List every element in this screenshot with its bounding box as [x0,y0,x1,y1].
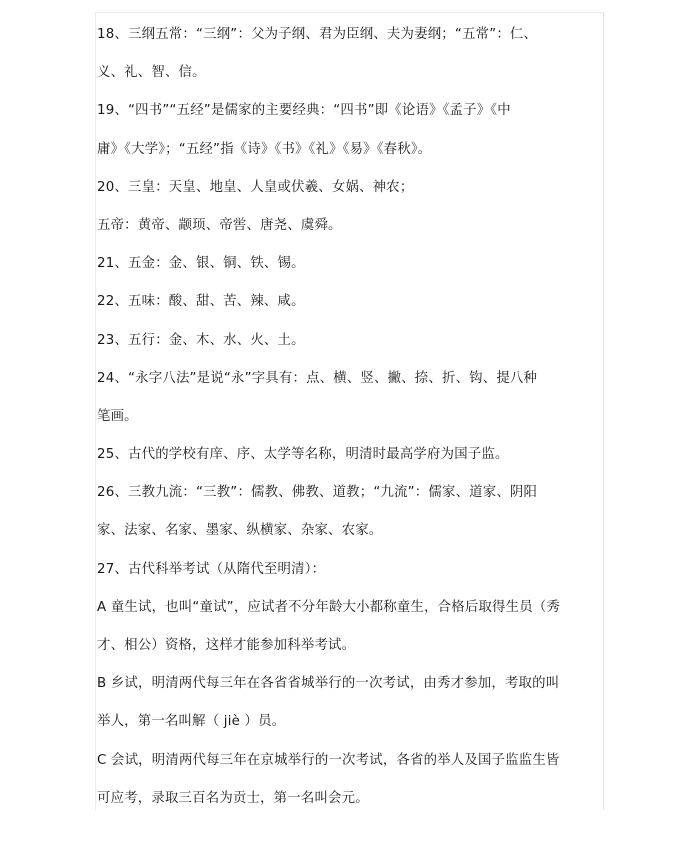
text-line-item-20-cont: 五帝：黄帝、颛顼、帝喾、唐尧、虞舜。 [97,217,342,233]
text-line-item-18: 18、三纲五常：“三纲”：父为子纲、君为臣纲、夫为妻纲；“五常”：仁、 [97,27,538,42]
text-line-item-24-cont: 笔画。 [97,408,138,424]
text-line-item-23: 23、五行：金、木、水、火、土。 [97,332,305,348]
document-body [97,25,597,827]
text-line-item-27a-cont: 才、相公）资格，这样才能参加科举考试。 [97,638,356,653]
text-line-item-27a: A 童生试，也叫“童试”，应试者不分年龄大小都称童生，合格后取得生员（秀 [97,599,560,615]
text-line-item-27b-cont: 举人，第一名叫解（ jiè ）员。 [97,714,286,730]
text-line-item-27b: B 乡试，明清两代每三年在各省省城举行的一次考试，由秀才参加，考取的叫 [97,676,560,692]
text-line-item-27c: C 会试，明清两代每三年在京城举行的一次考试，各省的举人及国子监监生皆 [97,752,560,768]
text-line-item-19: 19、“四书”“五经”是儒家的主要经典：“四书”即《论语》《孟子》《中 [97,103,511,119]
text-line-item-25: 25、古代的学校有庠、序、太学等名称，明清时最高学府为国子监。 [97,447,509,463]
text-line-item-26: 26、三教九流：“三教”：儒教、佛教、道教；“九流”：儒家、道家、阴阳 [97,485,538,501]
text-line-item-24: 24、“永字八法”是说“永”字具有：点、横、竖、撇、捺、折、钩、提八种 [97,370,538,386]
text-line-item-22: 22、五味：酸、甜、苦、辣、咸。 [97,294,305,310]
text-line-item-20: 20、三皇：天皇、地皇、人皇或伏羲、女娲、神农； [97,179,414,195]
text-line-item-19-cont: 庸》《大学》；“五经”指《诗》《书》《礼》《易》《春秋》。 [97,141,432,157]
text-line-item-18-cont: 义、礼、智、信。 [97,65,206,81]
text-line-item-26-cont: 家、法家、名家、墨家、纵横家、杂家、农家。 [97,523,383,539]
text-line-item-21: 21、五金：金、银、铜、铁、锡。 [97,256,305,272]
document-page [95,12,604,810]
text-line-item-27c-cont: 可应考，录取三百名为贡士，第一名叫会元。 [97,790,369,806]
text-line-item-27: 27、古代科举考试（从隋代至明清）： [97,561,326,577]
